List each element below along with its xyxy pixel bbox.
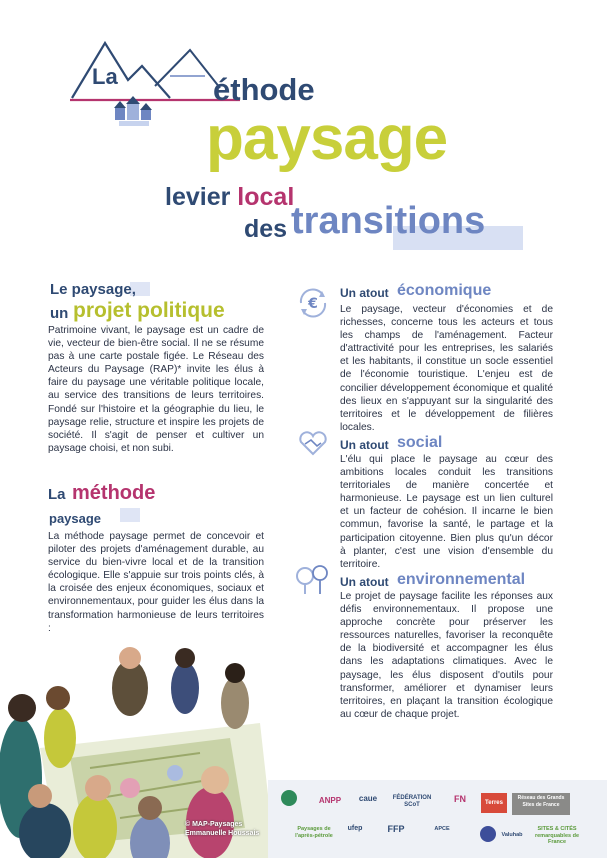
illustration-credit bbox=[185, 820, 259, 838]
heading-environnemental: environnemental bbox=[397, 571, 526, 588]
heading-un: un bbox=[50, 305, 69, 322]
environnemental-paragraph: Le projet de paysage facilite les réponses aux défis environnementaux. Il propose une approche concrète pour préserver les ressources naturelles, favoriser la reconquête de la biodiversité et accompagner les élus dans les adaptations climatiques. Avec le paysage, les élus disposent d'outils pour transformer, améliorer et dynamiser leurs territoires, en plaçant la transition écologique au cœur de chaque projet. bbox=[340, 591, 553, 720]
methode-paragraph: La méthode paysage permet de concevoir et piloter des projets d'aménagement durable, au service du bien-vivre local et de la transition écologique. Elle s'appuie sur trois points clés, à la croisée des enjeux économiques, sociaux et environnementaux, pour guider les élus dans la transformation harmonieuse de leurs territoires : bbox=[48, 531, 264, 634]
euro-cycle-icon bbox=[295, 285, 331, 321]
title-la: La bbox=[92, 64, 118, 89]
logo-anpp: ANPP bbox=[318, 796, 342, 805]
logo-circle-mark bbox=[477, 826, 499, 844]
title-methode: éthode bbox=[213, 72, 315, 107]
logo-fn: FN bbox=[454, 794, 466, 804]
logo-valuhab: Valuhab bbox=[501, 832, 523, 838]
title-paysage: paysage bbox=[206, 104, 448, 173]
logo-caue: caue bbox=[358, 794, 378, 803]
credit-line-2: Emmanuelle Houssais bbox=[185, 830, 260, 837]
economique-prefix: Un atout bbox=[340, 286, 389, 300]
subtitle-levier-word: levier bbox=[165, 183, 231, 211]
economique-paragraph: Le paysage, vecteur d'économies et de richesses, concerne tous les acteurs et tous les champs de l'aménagement. Facteur d'attractivité pour les entreprises, les salariés et les habitants, il constitue un socle essentiel de l'économie touristique. L'enjeu est de concilier développement économique et qualité des lieux en s'appuyant sur la singularité des territoires et le développement de filières locales. bbox=[340, 304, 553, 433]
subtitle-des: des bbox=[244, 215, 288, 243]
heading-highlight-methode bbox=[120, 508, 140, 522]
logo-ufep: ufep bbox=[347, 825, 363, 832]
subtitle-levier bbox=[165, 183, 294, 212]
credit-line-1: © MAP-Paysages bbox=[185, 821, 243, 828]
social-prefix: Un atout bbox=[340, 438, 389, 452]
heading-paysage-small: paysage bbox=[49, 511, 102, 526]
village-houses-icon bbox=[109, 92, 159, 132]
logo-grands-sites: Réseau des Grands Sites de France bbox=[512, 793, 570, 815]
partner-logos-band bbox=[268, 780, 607, 858]
subtitle-transitions: transitions bbox=[291, 200, 486, 242]
logo-fed-scot: FÉDÉRATION SCoT bbox=[392, 795, 432, 808]
svg-text:€: € bbox=[308, 296, 318, 312]
logo-terres: Terres bbox=[481, 793, 507, 813]
subtitle-local-word: local bbox=[237, 183, 295, 211]
social-paragraph: L'élu qui place le paysage au cœur des ambitions locales conduit les transitions territoriales de manière concertée et harmonieuse. Le paysage est un lien culturel et un facteur de cohésion. Il incarne le bien commun, favorise la santé, le partage et la participation citoyenne. Bien plus qu'un décor à planter, c'est une vision d'ensemble du territoire. bbox=[340, 454, 553, 570]
environnemental-prefix: Un atout bbox=[340, 575, 389, 589]
heading-economique: économique bbox=[397, 282, 492, 299]
heading-social: social bbox=[397, 434, 443, 451]
heading-la: La bbox=[48, 486, 66, 503]
heading-methode: méthode bbox=[72, 482, 156, 504]
handshake-heart-icon bbox=[295, 428, 331, 458]
logo-apres-petrole: Paysages de l'après-pétrole bbox=[295, 826, 333, 839]
logo-ffp: FFP bbox=[387, 824, 405, 834]
heading-projet-politique: projet politique bbox=[73, 299, 225, 322]
heading-le-paysage: Le paysage, bbox=[50, 281, 136, 298]
trees-icon bbox=[293, 562, 333, 596]
logo-paysage-mark bbox=[278, 790, 300, 808]
logo-sites-cites: SITES & CITÉS remarquables de France bbox=[534, 826, 580, 845]
politique-paragraph: Patrimoine vivant, le paysage est un cadre de vie, vecteur de bien-être social. Il ne se résume pas à une carte postale figée. Le Réseau des Acteurs du Paysage (RAP)* invite les élus à faire du paysage une véritable politique locale, au service des transitions de leurs territoires. Fondé sur l'histoire et la géographie du lieu, le paysage relie, structure et inspire les projets de société. Il s'agit de penser et cultiver un paysage choisi, et non subi. bbox=[48, 325, 264, 454]
logo-apce: APCE bbox=[434, 826, 450, 832]
